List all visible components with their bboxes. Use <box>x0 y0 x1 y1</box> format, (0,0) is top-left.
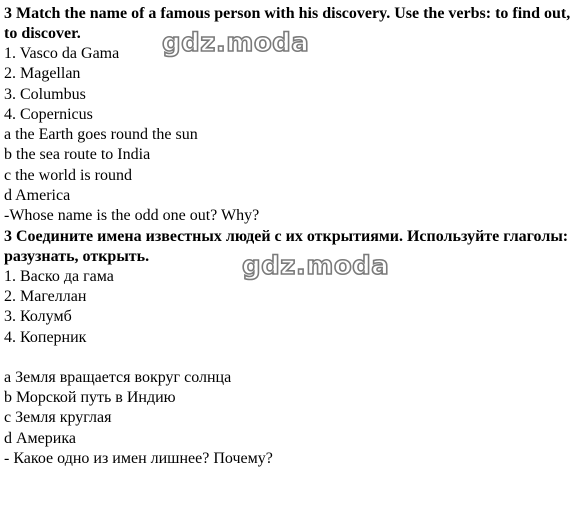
english-discovery-item: b the sea route to India <box>4 146 151 164</box>
english-discovery-item: c the world is round <box>4 166 132 184</box>
russian-discovery-item: c Земля круглая <box>4 409 112 427</box>
russian-name-item: 1. Васко да гама <box>4 267 114 285</box>
russian-discovery-item: d Америка <box>4 429 76 447</box>
english-name-item: 2. Magellan <box>4 65 81 83</box>
russian-name-item: 4. Коперник <box>4 328 87 346</box>
russian-exercise-heading: 3 Соедините имена известных людей с их открытиями. Используйте глаголы: разузнать, открыть. <box>4 227 569 265</box>
english-discovery-item: a the Earth goes round the sun <box>4 126 198 144</box>
russian-discovery-item: a Земля вращается вокруг солнца <box>4 368 232 386</box>
russian-name-item: 3. Колумб <box>4 308 72 326</box>
russian-question: - Какое одно из имен лишнее? Почему? <box>4 450 273 468</box>
english-exercise-heading: 3 Match the name of a famous person with his discovery. Use the verbs: to find out, to discover. <box>4 5 571 42</box>
russian-name-item: 2. Магеллан <box>4 287 87 305</box>
english-name-item: 3. Columbus <box>4 85 86 103</box>
english-discovery-item: d America <box>4 187 71 205</box>
english-name-item: 1. Vasco da Gama <box>4 45 120 62</box>
blank-line <box>4 348 572 368</box>
exercise-document <box>4 0 572 469</box>
watermark-logo: gdz.moda <box>162 28 310 58</box>
english-question: -Whose name is the odd one out? Why? <box>4 207 260 225</box>
russian-discovery-item: b Морской путь в Индию <box>4 389 176 407</box>
watermark-logo: gdz.moda <box>242 251 390 281</box>
english-name-item: 4. Copernicus <box>4 105 93 123</box>
